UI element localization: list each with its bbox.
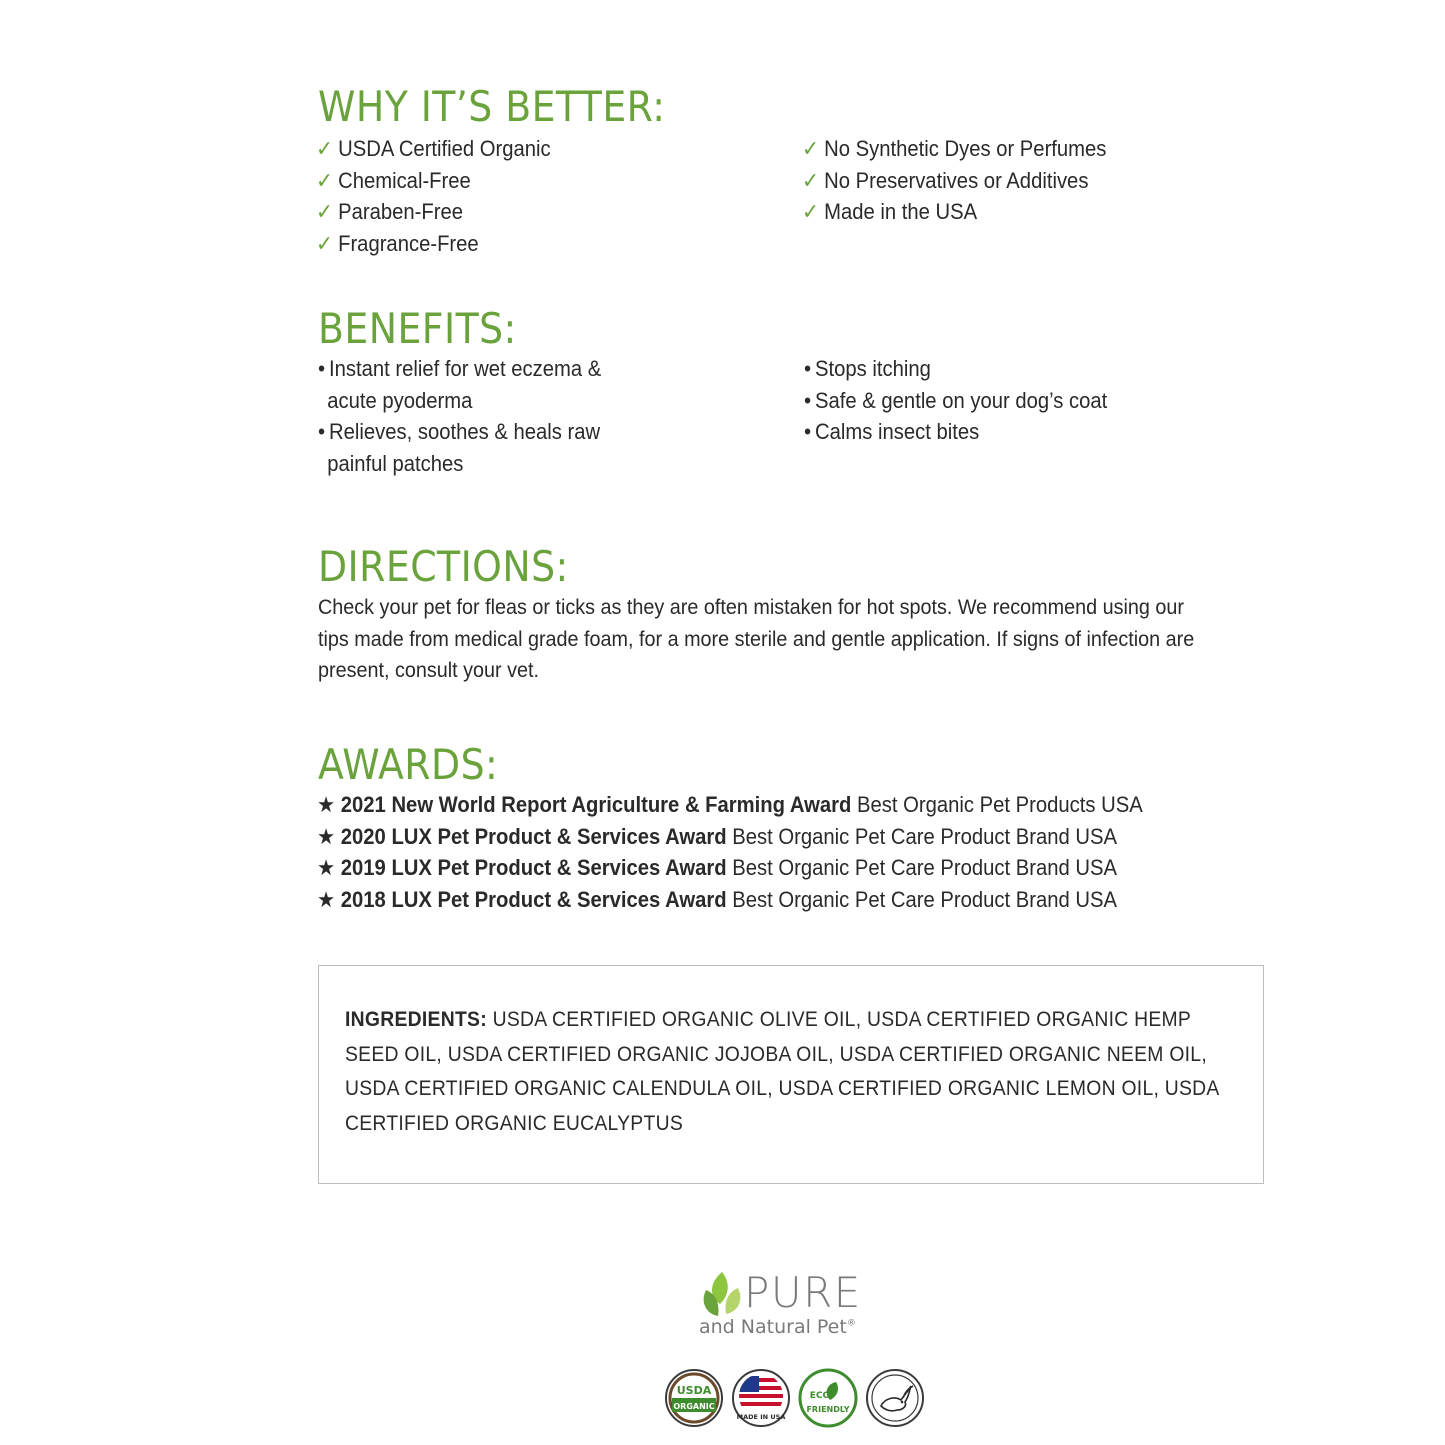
bullet-icon: •: [318, 419, 326, 445]
list-item-continuation: acute pyoderma: [327, 387, 473, 413]
trademark-mark: ®: [846, 1318, 856, 1329]
star-icon: ★: [317, 792, 336, 817]
usa-badge-text: MADE IN USA: [736, 1413, 786, 1421]
leaf-logo-icon: [700, 1268, 744, 1322]
friendly-badge-text: FRIENDLY: [806, 1405, 850, 1414]
bullet-icon: •: [804, 387, 812, 413]
awards-list: [317, 789, 1215, 915]
ingredients-text: [345, 1002, 1227, 1140]
star-icon: ★: [317, 823, 336, 849]
eco-badge-text: ECO: [809, 1391, 831, 1401]
list-item: • Safe & gentle on your dog’s coat: [804, 385, 1107, 417]
directions-heading: DIRECTIONS:: [318, 542, 569, 591]
cruelty-free-bunny-badge-icon: [865, 1368, 925, 1428]
bullet-icon: •: [318, 356, 326, 381]
list-item: ✓ Paraben-Free: [316, 196, 551, 228]
bullet-icon: •: [804, 419, 812, 445]
check-icon: ✓: [802, 136, 819, 161]
award-item: [317, 789, 1143, 821]
list-item: ✓ No Preservatives or Additives: [802, 165, 1106, 197]
award-item: [317, 852, 1143, 884]
made-in-usa-badge-icon: [731, 1368, 791, 1428]
awards-heading: AWARDS:: [318, 740, 499, 789]
why-better-heading: WHY IT’S BETTER:: [318, 82, 666, 131]
list-item: ✓ Fragrance-Free: [316, 228, 551, 260]
list-item: ✓ No Synthetic Dyes or Perfumes: [802, 133, 1106, 165]
award-desc: Best Organic Pet Products USA: [857, 792, 1143, 817]
award-title: 2019 LUX Pet Product & Services Award: [340, 855, 727, 880]
ingredients-list: USDA CERTIFIED ORGANIC OLIVE OIL, USDA CERTIFIED ORGANIC HEMP SEED OIL, USDA CERTIFIED ORGANIC JOJOBA OIL, USDA CERTIFIED ORGANIC NEEM OIL, USDA CERTIFIED ORGANIC CALENDULA OIL, USDA CERTIFIED ORGANIC LEMON OIL, USDA CERTIFIED ORGANIC EUCALYPTUS: [345, 1007, 1219, 1135]
list-item: • Relieves, soothes & heals raw: [318, 416, 601, 448]
award-desc: Best Organic Pet Care Product Brand USA: [732, 855, 1118, 880]
brand-tagline: and Natural Pet®: [699, 1316, 856, 1338]
check-icon: ✓: [316, 231, 333, 257]
brand-name: PURE: [744, 1268, 862, 1317]
check-icon: ✓: [316, 167, 333, 193]
list-item: • Instant relief for wet eczema &: [318, 353, 601, 385]
star-icon: ★: [317, 886, 336, 912]
award-desc: Best Organic Pet Care Product Brand USA: [732, 886, 1118, 912]
check-icon: ✓: [802, 199, 819, 225]
ingredients-label: INGREDIENTS:: [345, 1007, 487, 1031]
usda-organic-badge-icon: [664, 1368, 724, 1428]
bullet-icon: •: [804, 356, 812, 381]
award-title: 2018 LUX Pet Product & Services Award: [340, 886, 727, 912]
check-icon: ✓: [802, 167, 819, 193]
check-icon: ✓: [316, 199, 333, 225]
list-item: ✓ Chemical-Free: [316, 165, 551, 197]
why-better-left-list: [316, 133, 571, 260]
organic-badge-text: ORGANIC: [673, 1402, 715, 1411]
award-title: 2021 New World Report Agriculture & Farming Award: [340, 792, 852, 817]
benefits-heading: BENEFITS:: [318, 304, 517, 353]
benefits-left-list: [318, 353, 626, 480]
list-item: ✓ Made in the USA: [802, 196, 1106, 228]
star-icon: ★: [317, 855, 336, 880]
ingredients-box: [318, 965, 1264, 1184]
award-title: 2020 LUX Pet Product & Services Award: [340, 823, 727, 849]
list-item: • Calms insect bites: [804, 416, 1107, 448]
eco-friendly-badge-icon: [798, 1368, 858, 1428]
directions-text: Check your pet for fleas or ticks as they are often mistaken for hot spots. We recommend using our tips made from medical grade foam, for a more sterile and gentle application. If signs of infection are present, consult your vet.: [318, 595, 1195, 682]
list-item: • Stops itching: [804, 353, 1107, 385]
why-better-right-list: [802, 133, 1133, 228]
benefits-right-list: [804, 353, 1134, 448]
usda-badge-text: USDA: [676, 1384, 712, 1397]
list-item-continuation: painful patches: [327, 451, 464, 477]
award-desc: Best Organic Pet Care Product Brand USA: [732, 823, 1118, 849]
check-icon: ✓: [316, 136, 333, 161]
award-item: [317, 821, 1143, 853]
list-item: ✓ USDA Certified Organic: [316, 133, 551, 165]
award-item: [317, 884, 1143, 916]
